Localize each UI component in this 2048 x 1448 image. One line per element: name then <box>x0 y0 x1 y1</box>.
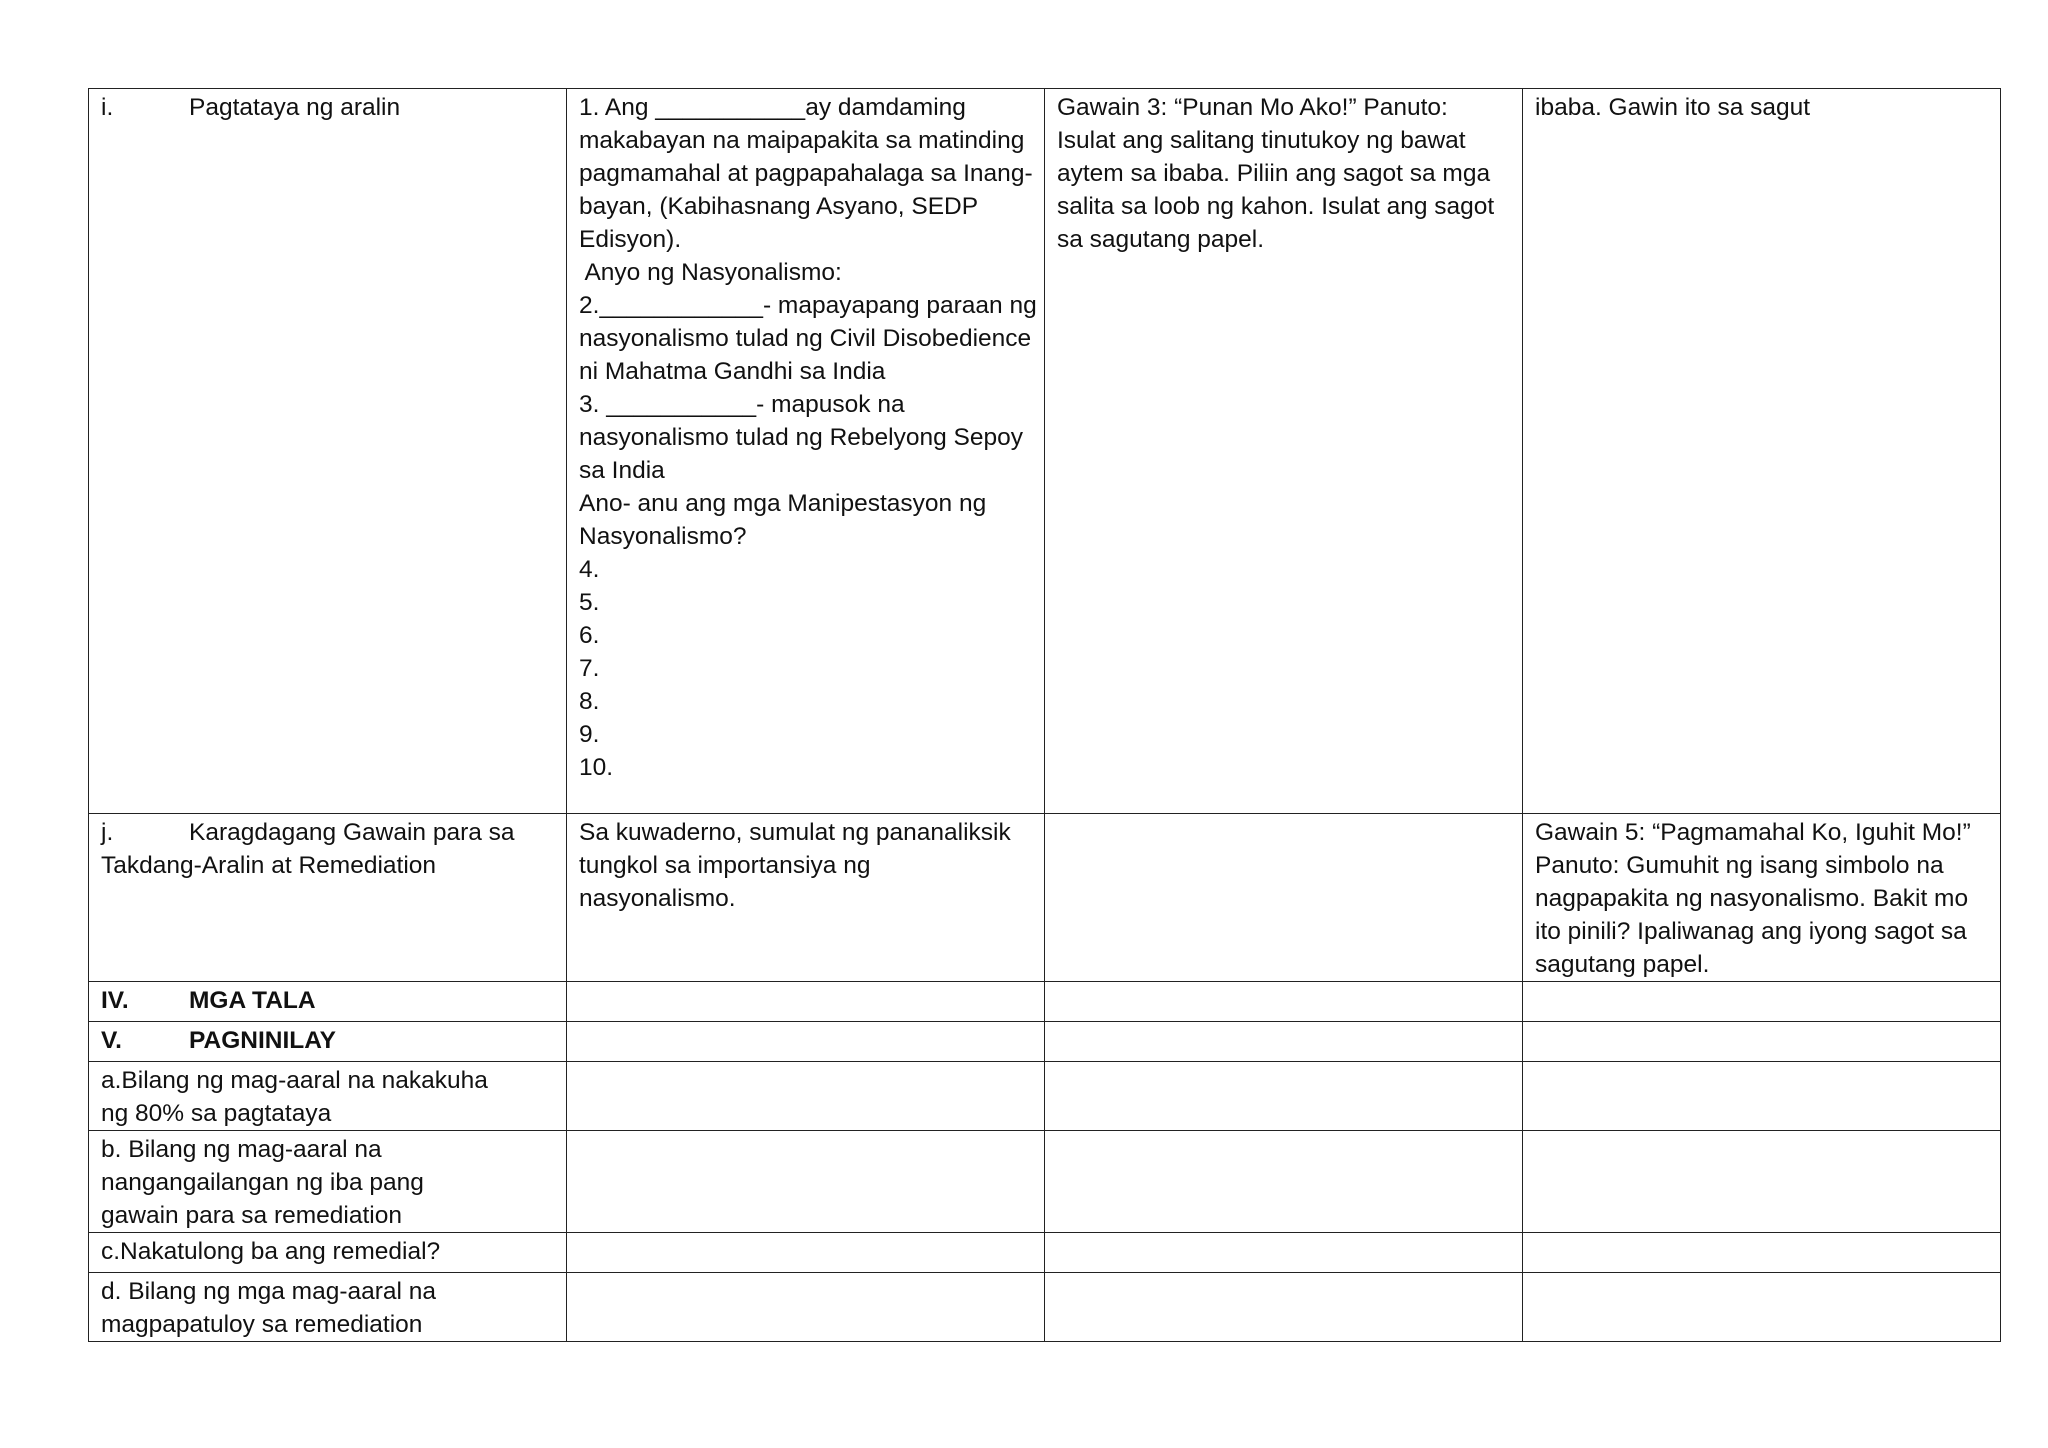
row-label-cell <box>89 89 567 814</box>
row-label-cell <box>89 1233 567 1273</box>
text-line: magpapatuloy sa remediation <box>101 1311 423 1338</box>
numbered-item: 10. <box>579 754 614 781</box>
empty-cell <box>1523 1233 2001 1273</box>
section-heading: MGA TALA <box>189 987 316 1014</box>
empty-cell <box>567 982 1045 1022</box>
text-line: Nasyonalismo? <box>579 523 747 550</box>
answer-blank: ____________ <box>599 292 763 319</box>
row-label-cell <box>89 1062 567 1131</box>
text-line: salita sa loob ng kahon. Isulat ang sagot <box>1057 193 1495 220</box>
numbered-item: 7. <box>579 655 600 682</box>
text-line: nagpapakita ng nasyonalismo. Bakit mo <box>1535 885 1969 912</box>
answer-blank: ___________ <box>606 391 757 418</box>
empty-cell <box>1523 1131 2001 1233</box>
empty-cell <box>1045 1131 1523 1233</box>
text-line: Edisyon). <box>579 226 682 253</box>
empty-cell <box>1523 1273 2001 1342</box>
numbered-item: 9. <box>579 721 600 748</box>
section-number: IV. <box>101 987 129 1014</box>
text-line: Gawain 3: “Punan Mo Ako!” Panuto: <box>1057 94 1448 121</box>
text-line: pagmamahal at pagpapahalaga sa Inang- <box>579 160 1033 187</box>
numbered-item: 6. <box>579 622 600 649</box>
row-label-cell <box>89 982 567 1022</box>
row-label-cell <box>89 814 567 982</box>
numbered-item: 4. <box>579 556 600 583</box>
pagtataya-questions-cell <box>567 89 1045 814</box>
section-heading: PAGNINILAY <box>189 1027 337 1054</box>
row-pagtataya <box>89 89 2001 814</box>
empty-cell <box>567 1233 1045 1273</box>
text-line: nasyonalismo tulad ng Rebelyong Sepoy <box>579 424 1024 451</box>
text-line: d. Bilang ng mga mag-aaral na <box>101 1278 437 1305</box>
text-line: Sa kuwaderno, sumulat ng pananaliksik <box>579 819 1011 846</box>
text-line: ng 80% sa pagtataya <box>101 1100 332 1127</box>
row-label: Karagdagang Gawain para sa <box>189 819 515 846</box>
gawain-5-cell <box>1523 814 2001 982</box>
question-1: 1. Ang ___________ay damdaming <box>579 94 966 121</box>
question-3: 3. ___________- mapusok na <box>579 391 905 418</box>
text-line: nasyonalismo tulad ng Civil Disobedience <box>579 325 1032 352</box>
text-line: a.Bilang ng mag-aaral na nakakuha <box>101 1067 488 1094</box>
text-line: Ano- anu ang mga Manipestasyon ng <box>579 490 987 517</box>
row-label-cell <box>89 1273 567 1342</box>
text-line: Isulat ang salitang tinutukoy ng bawat <box>1057 127 1466 154</box>
text-line: c.Nakatulong ba ang remedial? <box>101 1238 441 1265</box>
text-line: nangangailangan ng iba pang <box>101 1169 424 1196</box>
row-number: j. <box>101 819 114 846</box>
numbered-item: 8. <box>579 688 600 715</box>
empty-cell <box>1523 1062 2001 1131</box>
empty-cell <box>567 1273 1045 1342</box>
row-d <box>89 1273 2001 1342</box>
row-label-continued: Takdang-Aralin at Remediation <box>101 852 437 879</box>
gawain-3-cell <box>1045 89 1523 814</box>
lesson-plan-table <box>88 88 2001 1342</box>
row-mga-tala <box>89 982 2001 1022</box>
empty-cell <box>1045 814 1523 982</box>
text-line: ni Mahatma Gandhi sa India <box>579 358 886 385</box>
text-line: bayan, (Kabihasnang Asyano, SEDP <box>579 193 979 220</box>
text-line: ito pinili? Ipaliwanag ang iyong sagot sa <box>1535 918 1967 945</box>
empty-cell <box>1045 1022 1523 1062</box>
text-line: b. Bilang ng mag-aaral na <box>101 1136 382 1163</box>
row-a <box>89 1062 2001 1131</box>
answer-blank: ___________ <box>655 94 806 121</box>
empty-cell <box>567 1022 1045 1062</box>
text-line: Gawain 5: “Pagmamahal Ko, Iguhit Mo!” <box>1535 819 1971 846</box>
empty-cell <box>1523 1022 2001 1062</box>
col4-cell <box>1523 89 2001 814</box>
text-line: tungkol sa importansiya ng <box>579 852 871 879</box>
empty-cell <box>1045 982 1523 1022</box>
numbered-item: 5. <box>579 589 600 616</box>
text-line: sagutang papel. <box>1535 951 1710 978</box>
row-label: Pagtataya ng aralin <box>189 94 401 121</box>
empty-cell <box>567 1131 1045 1233</box>
section-number: V. <box>101 1027 122 1054</box>
row-b <box>89 1131 2001 1233</box>
row-label-cell <box>89 1022 567 1062</box>
text-line: nasyonalismo. <box>579 885 736 912</box>
empty-cell <box>1045 1062 1523 1131</box>
row-number: i. <box>101 94 114 121</box>
row-pagninilay <box>89 1022 2001 1062</box>
row-c <box>89 1233 2001 1273</box>
text-line: ibaba. Gawin ito sa sagut <box>1535 94 1811 121</box>
text-line: sa sagutang papel. <box>1057 226 1265 253</box>
text-line: gawain para sa remediation <box>101 1202 402 1229</box>
empty-cell <box>1045 1273 1523 1342</box>
empty-cell <box>1523 982 2001 1022</box>
text-line: sa India <box>579 457 665 484</box>
row-karagdagang-gawain <box>89 814 2001 982</box>
section-heading: Anyo ng Nasyonalismo: <box>579 259 842 286</box>
question-2: 2.____________- mapayapang paraan ng <box>579 292 1037 319</box>
empty-cell <box>567 1062 1045 1131</box>
text-line: aytem sa ibaba. Piliin ang sagot sa mga <box>1057 160 1491 187</box>
text-line: makabayan na maipapakita sa matinding <box>579 127 1025 154</box>
row-label-cell <box>89 1131 567 1233</box>
text-line: Panuto: Gumuhit ng isang simbolo na <box>1535 852 1944 879</box>
empty-cell <box>1045 1233 1523 1273</box>
takdang-aralin-cell <box>567 814 1045 982</box>
